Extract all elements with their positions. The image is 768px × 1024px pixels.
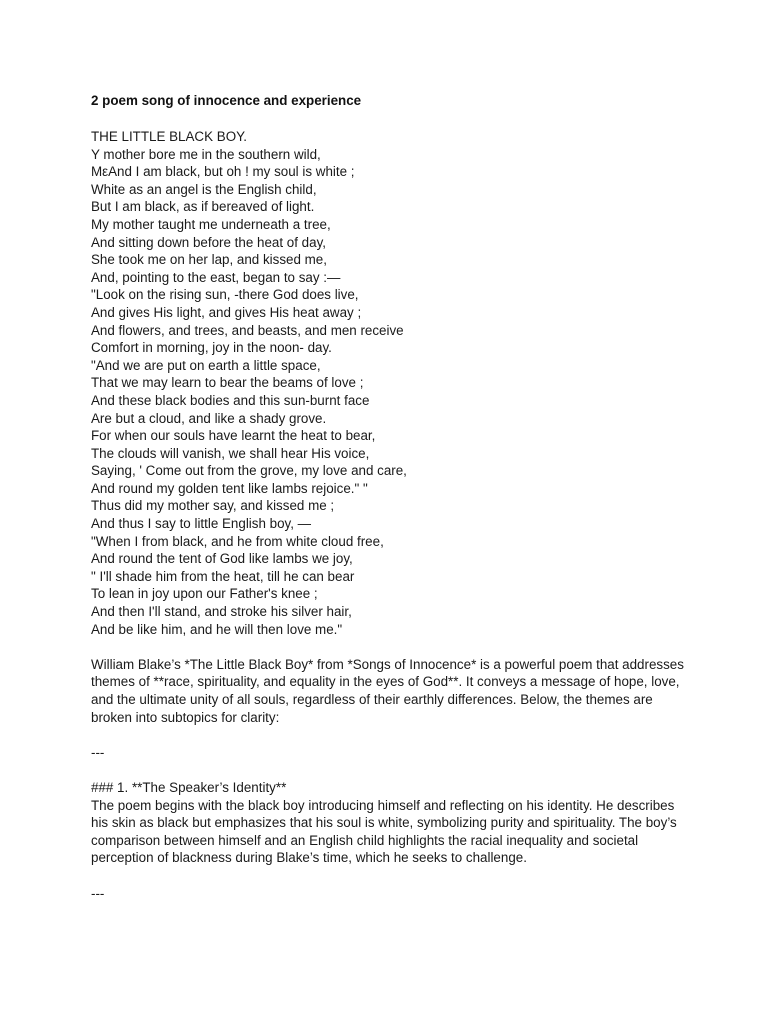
document-title: 2 poem song of innocence and experience bbox=[91, 93, 362, 108]
document-page bbox=[91, 92, 691, 902]
poem-line: Y mother bore me in the southern wild, bbox=[91, 146, 321, 162]
poem-line: MεAnd I am black, but oh ! my soul is white ; bbox=[91, 164, 355, 180]
poem-line: And sitting down before the heat of day, bbox=[91, 234, 326, 250]
spacer bbox=[91, 867, 691, 885]
section-heading: ### 1. **The Speaker’s Identity** bbox=[91, 779, 287, 795]
spacer bbox=[91, 761, 691, 779]
poem-line: For when our souls have learnt the heat to bear, bbox=[91, 428, 376, 444]
poem-line: And flowers, and trees, and beasts, and men receive bbox=[91, 322, 404, 338]
poem bbox=[91, 128, 691, 638]
poem-line: "When I from black, and he from white cloud free, bbox=[91, 533, 384, 549]
poem-heading: THE LITTLE BLACK BOY. bbox=[91, 129, 248, 144]
separator: --- bbox=[91, 744, 105, 760]
poem-line: My mother taught me underneath a tree, bbox=[91, 216, 331, 232]
poem-line: But I am black, as if bereaved of light. bbox=[91, 199, 315, 215]
spacer bbox=[91, 110, 691, 128]
poem-line: Comfort in morning, joy in the noon- day. bbox=[91, 340, 332, 356]
poem-line: And round the tent of God like lambs we joy, bbox=[91, 551, 353, 567]
poem-line: Saying, ' Come out from the grove, my love and care, bbox=[91, 463, 407, 479]
poem-line: Are but a cloud, and like a shady grove. bbox=[91, 410, 327, 426]
poem-line: And then I'll stand, and stroke his silver hair, bbox=[91, 604, 352, 620]
poem-line: "And we are put on earth a little space, bbox=[91, 357, 321, 373]
poem-line: The clouds will vanish, we shall hear His voice, bbox=[91, 445, 370, 461]
poem-line: " I'll shade him from the heat, till he can bear bbox=[91, 568, 355, 584]
poem-line: And thus I say to little English boy, — bbox=[91, 516, 312, 532]
intro-paragraph: William Blake’s *The Little Black Boy* from *Songs of Innocence* is a powerful poem that addresses themes of **race, spirituality, and equality in the eyes of God**. It conveys a message of hope, love, and the ultimate unity of all souls, regardless of their earthly differences. Below, the themes are broken into subtopics for clarity: bbox=[91, 656, 684, 725]
poem-line: That we may learn to bear the beams of love ; bbox=[91, 375, 364, 391]
poem-line: And be like him, and he will then love me." bbox=[91, 621, 343, 637]
poem-line: And these black bodies and this sun-burnt face bbox=[91, 392, 370, 408]
poem-line: To lean in joy upon our Father's knee ; bbox=[91, 586, 318, 602]
poem-line: "Look on the rising sun, -there God does live, bbox=[91, 287, 359, 303]
poem-line: She took me on her lap, and kissed me, bbox=[91, 252, 327, 268]
separator: --- bbox=[91, 885, 105, 901]
section-body: The poem begins with the black boy introducing himself and reflecting on his identity. He describes his skin as black but emphasizes that his soul is white, symbolizing purity and spirituality. The boy’s comparison between himself and an English child highlights the racial inequality and societal perception of blackness during Blake’s time, which he seeks to challenge. bbox=[91, 797, 677, 866]
spacer bbox=[91, 638, 691, 656]
poem-line: Thus did my mother say, and kissed me ; bbox=[91, 498, 335, 514]
poem-line: And, pointing to the east, began to say :— bbox=[91, 269, 341, 285]
poem-line: And round my golden tent like lambs rejoice." " bbox=[91, 480, 368, 496]
poem-line: And gives His light, and gives His heat away ; bbox=[91, 304, 362, 320]
spacer bbox=[91, 726, 691, 744]
poem-line: White as an angel is the English child, bbox=[91, 181, 317, 197]
